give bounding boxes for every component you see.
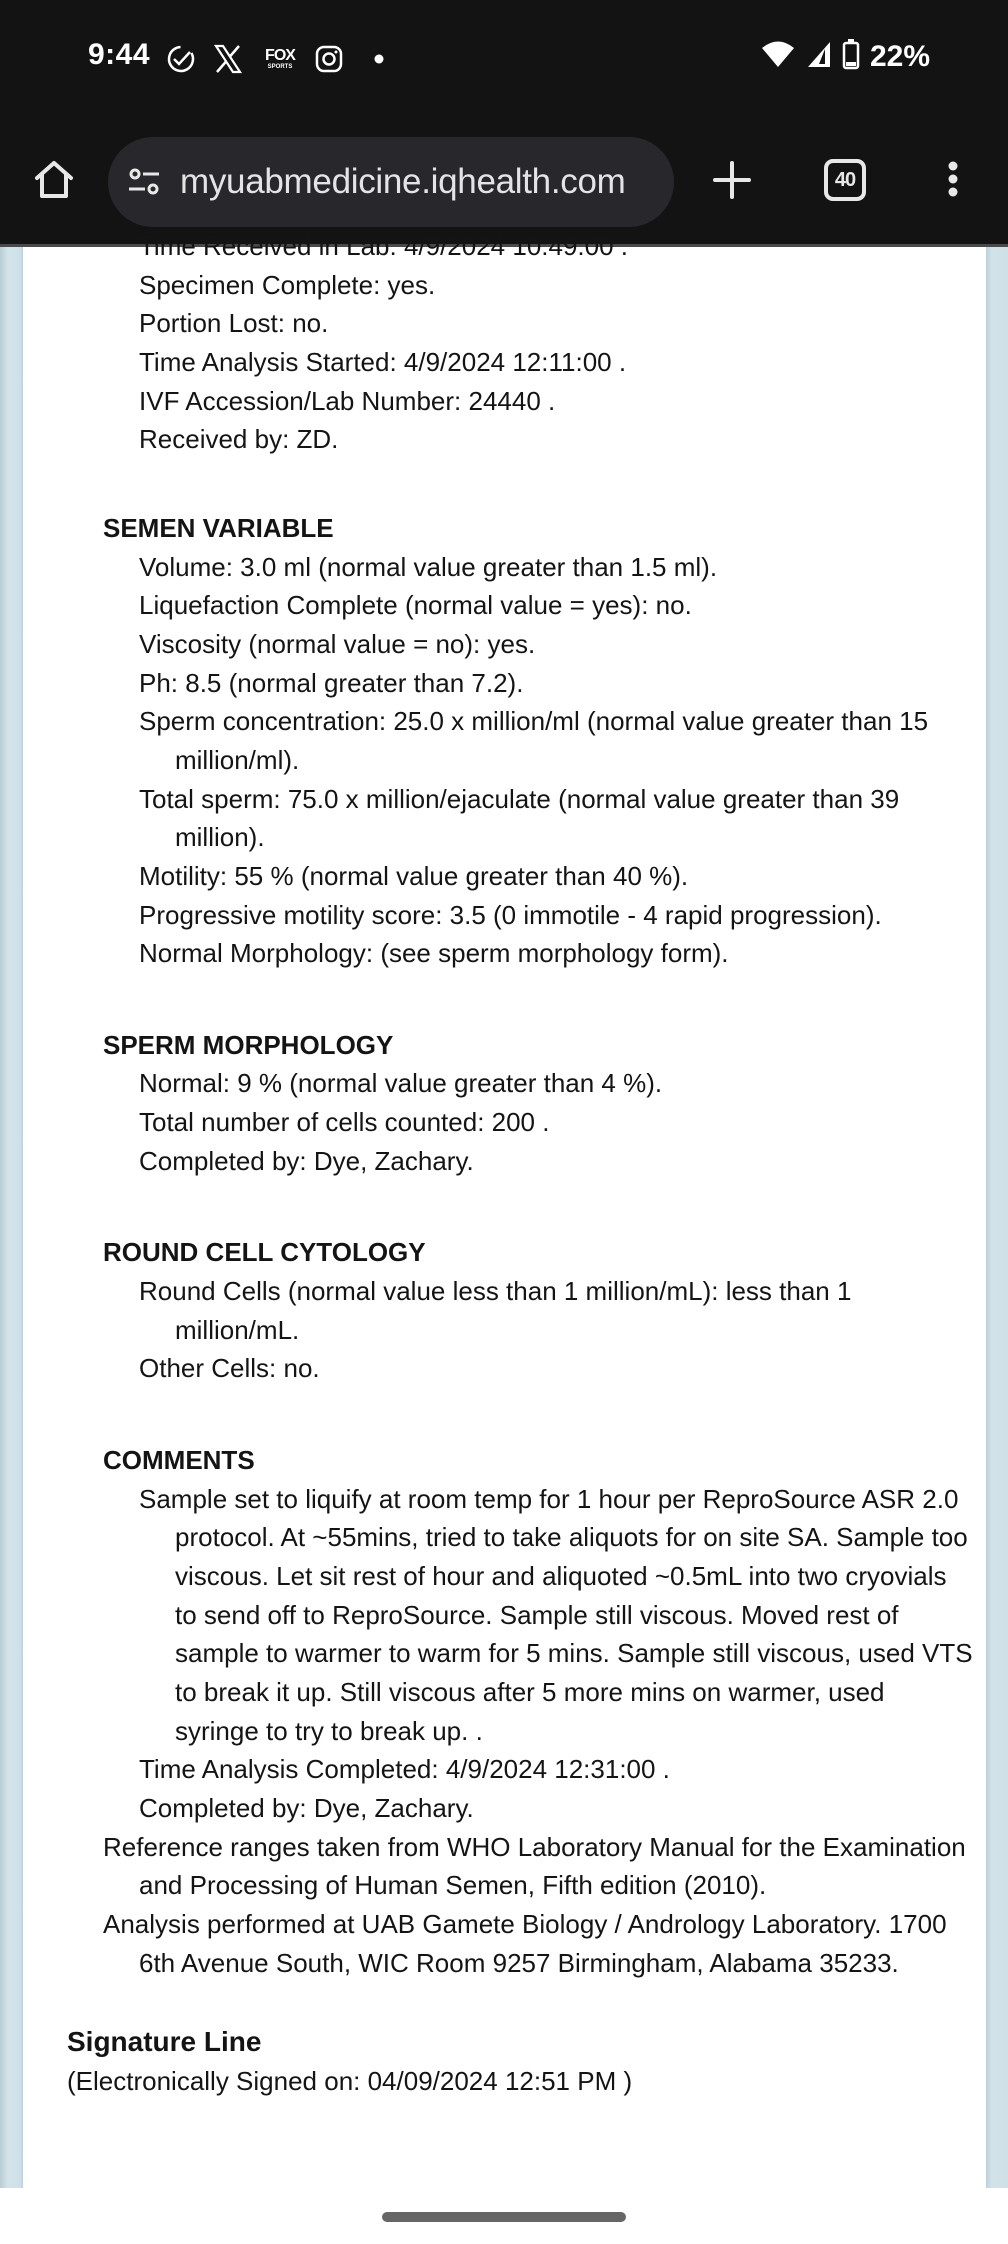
result-line: Completed by: Dye, Zachary. xyxy=(139,1145,474,1176)
result-line: Liquefaction Complete (normal value = yes): no. xyxy=(139,590,692,621)
signature-heading: Signature Line xyxy=(67,2026,262,2058)
url-text[interactable]: myuabmedicine.iqhealth.com xyxy=(180,162,626,201)
result-line: Motility: 55 % (normal value greater than 40 %). xyxy=(139,860,689,891)
reference-note: Reference ranges taken from WHO Laboratory Manual for the Examination and Processing of Human Semen, Fifth edition (2010). xyxy=(103,1831,966,1901)
sperm-morphology-section xyxy=(23,1026,986,1181)
section-heading: COMMENTS xyxy=(103,1445,255,1476)
result-line: Viscosity (normal value = no): yes. xyxy=(139,628,536,659)
signal-icon xyxy=(806,39,832,74)
site-settings-icon[interactable] xyxy=(126,164,162,200)
result-line: Sperm concentration: 25.0 x million/ml (normal value greater than 15 million/ml). xyxy=(139,706,929,775)
result-line: Time Analysis Completed: 4/9/2024 12:31:00 . xyxy=(139,1754,670,1785)
menu-button[interactable] xyxy=(925,152,981,208)
home-button[interactable] xyxy=(26,152,82,208)
signature-section xyxy=(23,2023,986,2100)
comment-text: Sample set to liquify at room temp for 1 hour per ReproSource ASR 2.0 protocol. At ~55mins, tried to take aliquots for on site SA. Sample too viscous. Let sit rest of hour and aliquoted ~0.5mL into two cryovials to send off to ReproSource. Sample still viscous. Moved rest of sample to warmer to warm for 5 mins. Sample still viscous, used VTS to break it up. Still viscous after 5 more mins on warmer, used syringe to try to break up. . xyxy=(139,1483,973,1746)
x-icon xyxy=(212,43,244,75)
result-line: Normal Morphology: (see sperm morphology form). xyxy=(139,938,729,969)
result-line: Completed by: Dye, Zachary. xyxy=(139,1792,474,1823)
result-line: Other Cells: no. xyxy=(139,1353,320,1384)
tab-count: 40 xyxy=(834,168,856,191)
wifi-icon xyxy=(760,39,796,74)
comments-section xyxy=(23,1441,986,1828)
instagram-icon xyxy=(313,43,345,75)
info-line: IVF Accession/Lab Number: 24440 . xyxy=(139,385,556,416)
result-line: Normal: 9 % (normal value greater than 4 %). xyxy=(139,1068,663,1099)
battery-percent: 22% xyxy=(869,39,930,73)
result-line: Ph: 8.5 (normal greater than 7.2). xyxy=(139,667,524,698)
signature-text: (Electronically Signed on: 04/09/2024 12:51 PM ) xyxy=(67,2065,633,2096)
web-content[interactable] xyxy=(0,231,1008,2188)
result-line: Volume: 3.0 ml (normal value greater than 1.5 ml). xyxy=(139,551,718,582)
fox-sports-icon: FOX SPORTS xyxy=(265,47,295,70)
check-circle-icon xyxy=(165,43,197,75)
status-bar xyxy=(0,0,1008,120)
navigation-bar xyxy=(0,2188,1008,2244)
plus-icon xyxy=(712,160,752,200)
status-time: 9:44 xyxy=(88,38,151,71)
result-line: Progressive motility score: 3.5 (0 immotile - 4 rapid progression). xyxy=(139,899,882,930)
battery-icon xyxy=(842,38,860,75)
lab-address-note: Analysis performed at UAB Gamete Biology / Andrology Laboratory. 1700 6th Avenue South, WIC Room 9257 Birmingham, Alabama 35233. xyxy=(103,1908,947,1978)
lab-report xyxy=(23,227,986,2101)
result-line: Total sperm: 75.0 x million/ejaculate (normal value greater than 39 million). xyxy=(139,783,900,853)
dot-icon xyxy=(363,43,395,75)
result-line: Round Cells (normal value less than 1 million/mL): less than 1 million/mL. xyxy=(139,1276,852,1345)
more-vert-icon xyxy=(947,160,959,200)
references xyxy=(23,1828,986,1983)
specimen-info xyxy=(23,227,986,459)
home-icon xyxy=(32,158,76,202)
tab-switcher-button[interactable] xyxy=(817,152,873,208)
section-heading: SEMEN VARIABLE xyxy=(103,512,334,543)
system-indicators xyxy=(760,38,930,75)
new-tab-button[interactable] xyxy=(704,152,760,208)
gesture-handle[interactable] xyxy=(382,2212,626,2222)
url-bar[interactable] xyxy=(108,137,674,227)
tab-count-icon xyxy=(824,159,866,201)
round-cell-cytology-section xyxy=(23,1233,986,1388)
info-line: Portion Lost: no. xyxy=(139,308,329,339)
page-margin-right xyxy=(986,247,1008,2188)
info-line: Time Analysis Started: 4/9/2024 12:11:00 . xyxy=(139,346,627,377)
info-line: Received by: ZD. xyxy=(139,424,339,455)
info-line: Time Received in Lab: 4/9/2024 10:49:00 . xyxy=(139,231,629,261)
info-line: Specimen Complete: yes. xyxy=(139,269,436,300)
section-heading: ROUND CELL CYTOLOGY xyxy=(103,1237,426,1268)
result-line: Total number of cells counted: 200 . xyxy=(139,1107,550,1138)
section-heading: SPERM MORPHOLOGY xyxy=(103,1029,394,1060)
semen-variable-section xyxy=(23,509,986,973)
lab-report-page xyxy=(23,231,986,2188)
